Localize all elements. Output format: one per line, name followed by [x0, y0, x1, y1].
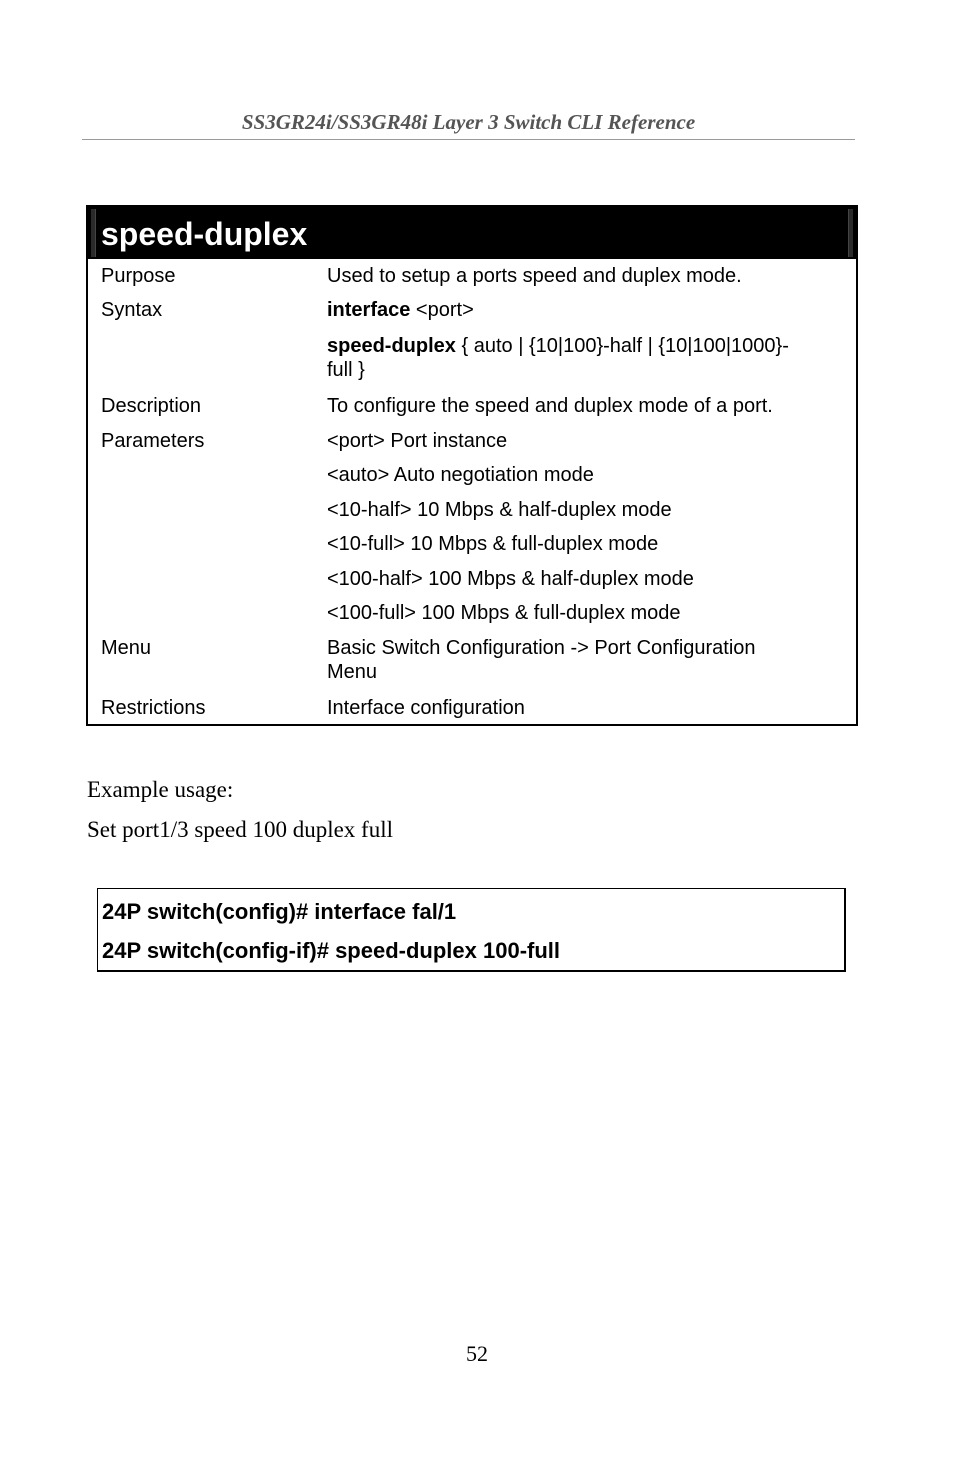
parameters-label: Parameters — [101, 430, 205, 452]
example-code-box — [97, 888, 846, 972]
example-description: Set port1/3 speed 100 duplex full — [87, 817, 393, 842]
example-intro: Example usage: — [87, 777, 234, 802]
example-code-line: 24P switch(config)# interface fal/1 — [102, 899, 457, 924]
page-number: 52 — [466, 1341, 488, 1366]
parameter-item: <auto> Auto negotiation mode — [327, 464, 594, 486]
menu-value-line-2: Menu — [327, 661, 378, 683]
parameter-item: <10-half> 10 Mbps & half-duplex mode — [327, 499, 672, 521]
command-title-bar — [88, 207, 856, 259]
title-bar-left-edge — [91, 209, 96, 257]
syntax-1-argument: <port> — [410, 299, 474, 321]
command-name: speed-duplex — [101, 216, 308, 252]
parameter-item: <100-full> 100 Mbps & full-duplex mode — [327, 602, 681, 624]
description-label: Description — [101, 395, 202, 417]
syntax-2-argument: { auto | {10|100}-half | {10|100|1000}- — [455, 335, 789, 357]
parameter-item: <100-half> 100 Mbps & half-duplex mode — [327, 568, 694, 590]
header-rule — [82, 139, 855, 140]
syntax-2-command: speed-duplex — [327, 335, 456, 357]
purpose-label: Purpose — [101, 265, 176, 287]
restrictions-label: Restrictions — [101, 697, 206, 719]
syntax-2-argument-cont: full } — [327, 359, 365, 381]
running-header: SS3GR24i/SS3GR48i Layer 3 Switch CLI Reference — [241, 110, 696, 134]
restrictions-value: Interface configuration — [327, 697, 525, 719]
parameter-item: <10-full> 10 Mbps & full-duplex mode — [327, 533, 659, 555]
example-code-line: 24P switch(config-if)# speed-duplex 100-full — [102, 938, 561, 963]
menu-label: Menu — [101, 637, 152, 659]
syntax-label: Syntax — [101, 299, 163, 321]
syntax-line-2 — [327, 334, 842, 382]
title-bar-right-edge — [848, 209, 853, 257]
menu-value-line-1: Basic Switch Configuration -> Port Configuration — [327, 637, 756, 659]
parameter-item: <port> Port instance — [327, 430, 508, 452]
command-reference-table — [86, 205, 858, 726]
syntax-1-command: interface — [327, 299, 411, 321]
description-value: To configure the speed and duplex mode of a port. — [327, 395, 773, 417]
menu-value — [327, 636, 842, 684]
purpose-value: Used to setup a ports speed and duplex mode. — [327, 265, 742, 287]
syntax-line-1 — [327, 298, 842, 322]
